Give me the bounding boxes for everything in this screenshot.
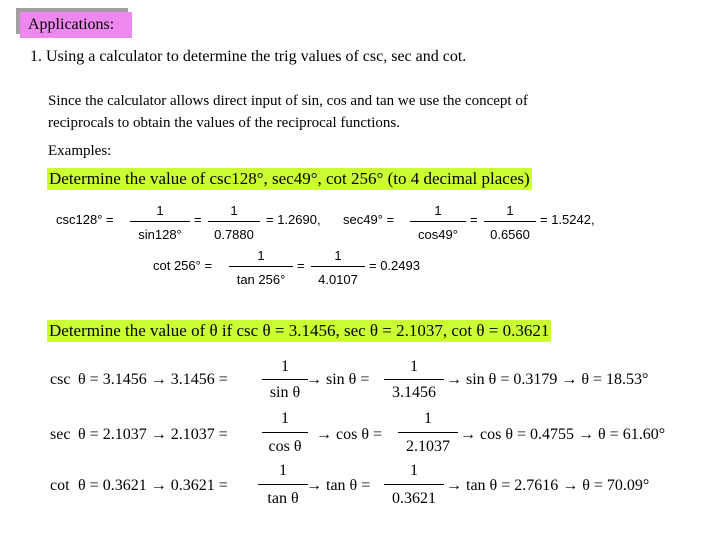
csc128-num2: 1	[230, 203, 238, 218]
item-1-text: 1. Using a calculator to determine the trig values of csc, sec and cot.	[30, 48, 467, 65]
row-cot-bar	[258, 484, 308, 485]
sec49-den2: 0.6560	[490, 227, 530, 242]
row-cot-den2: 0.3621	[392, 490, 436, 507]
examples-label: Examples:	[48, 143, 112, 159]
csc128-den1: sin128°	[138, 227, 182, 242]
cot256-bar1	[229, 266, 293, 267]
cot256-lhs: cot 256° =	[153, 258, 213, 273]
row-sec-num2: 1	[424, 410, 432, 427]
sec49-den1: cos49°	[418, 227, 458, 242]
sec49-num1: 1	[434, 203, 442, 218]
row-sec-den2: 2.1037	[406, 438, 450, 455]
cot256-den1: tan 256°	[236, 272, 286, 287]
row-sec-bar	[262, 432, 308, 433]
row-csc-den: sin θ	[269, 384, 301, 401]
sec49-bar1	[410, 221, 466, 222]
csc128-lhs: csc128° =	[56, 212, 114, 227]
sec49-num2: 1	[506, 203, 514, 218]
row-sec-given: θ = 2.1037 → 2.1037 =	[78, 426, 228, 443]
sec49-eq: =	[470, 212, 478, 227]
row-sec-result: → cos θ = 0.4755 → θ = 61.60°	[460, 426, 666, 443]
row-cot-step: → tan θ =	[306, 477, 371, 494]
sec49-bar2	[484, 221, 536, 222]
row-csc-func: csc	[50, 371, 71, 388]
intro-line-1: Since the calculator allows direct input of sin, cos and tan we use the concept of	[48, 93, 528, 109]
cot256-den2: 4.0107	[318, 272, 358, 287]
row-csc-bar	[262, 379, 308, 380]
cot256-eq: =	[297, 258, 305, 273]
row-cot-num: 1	[279, 462, 287, 479]
row-csc-result: → sin θ = 0.3179 → θ = 18.53°	[446, 371, 649, 388]
row-sec-num: 1	[281, 410, 289, 427]
csc128-num1: 1	[156, 203, 164, 218]
intro-line-2: reciprocals to obtain the values of the reciprocal functions.	[48, 115, 400, 131]
sec49-result: = 1.5242,	[540, 212, 595, 227]
row-cot-num2: 1	[410, 462, 418, 479]
row-cot-den: tan θ	[267, 490, 299, 507]
example1-prompt: Determine the value of csc128°, sec49°, cot 256° (to 4 decimal places)	[49, 169, 530, 188]
row-cot-bar2	[384, 484, 444, 485]
csc128-bar2	[208, 221, 260, 222]
row-cot-given: θ = 0.3621 → 0.3621 =	[78, 477, 228, 494]
row-cot-result: → tan θ = 2.7616 → θ = 70.09°	[446, 477, 650, 494]
csc128-eq: =	[194, 212, 202, 227]
row-sec-den: cos θ	[268, 438, 302, 455]
row-csc-num: 1	[281, 358, 289, 375]
row-csc-step: → sin θ =	[306, 371, 370, 388]
csc128-den2: 0.7880	[214, 227, 254, 242]
row-sec-func: sec	[50, 426, 71, 443]
csc128-bar1	[130, 221, 190, 222]
cot256-result: = 0.2493	[369, 258, 420, 273]
row-csc-bar2	[384, 379, 444, 380]
cot256-bar2	[311, 266, 365, 267]
row-sec-step: → cos θ =	[316, 426, 383, 443]
row-csc-num2: 1	[410, 358, 418, 375]
row-cot-func: cot	[50, 477, 70, 494]
applications-badge: Applications:	[20, 12, 132, 38]
csc128-result: = 1.2690,	[266, 212, 321, 227]
example2-prompt: Determine the value of θ if csc θ = 3.1456, sec θ = 2.1037, cot θ = 0.3621	[49, 321, 550, 340]
cot256-num1: 1	[257, 248, 265, 263]
sec49-lhs: sec49° =	[343, 212, 395, 227]
row-csc-den2: 3.1456	[392, 384, 436, 401]
row-csc-given: θ = 3.1456 → 3.1456 =	[78, 371, 228, 388]
row-sec-bar2	[398, 432, 458, 433]
cot256-num2: 1	[334, 248, 342, 263]
